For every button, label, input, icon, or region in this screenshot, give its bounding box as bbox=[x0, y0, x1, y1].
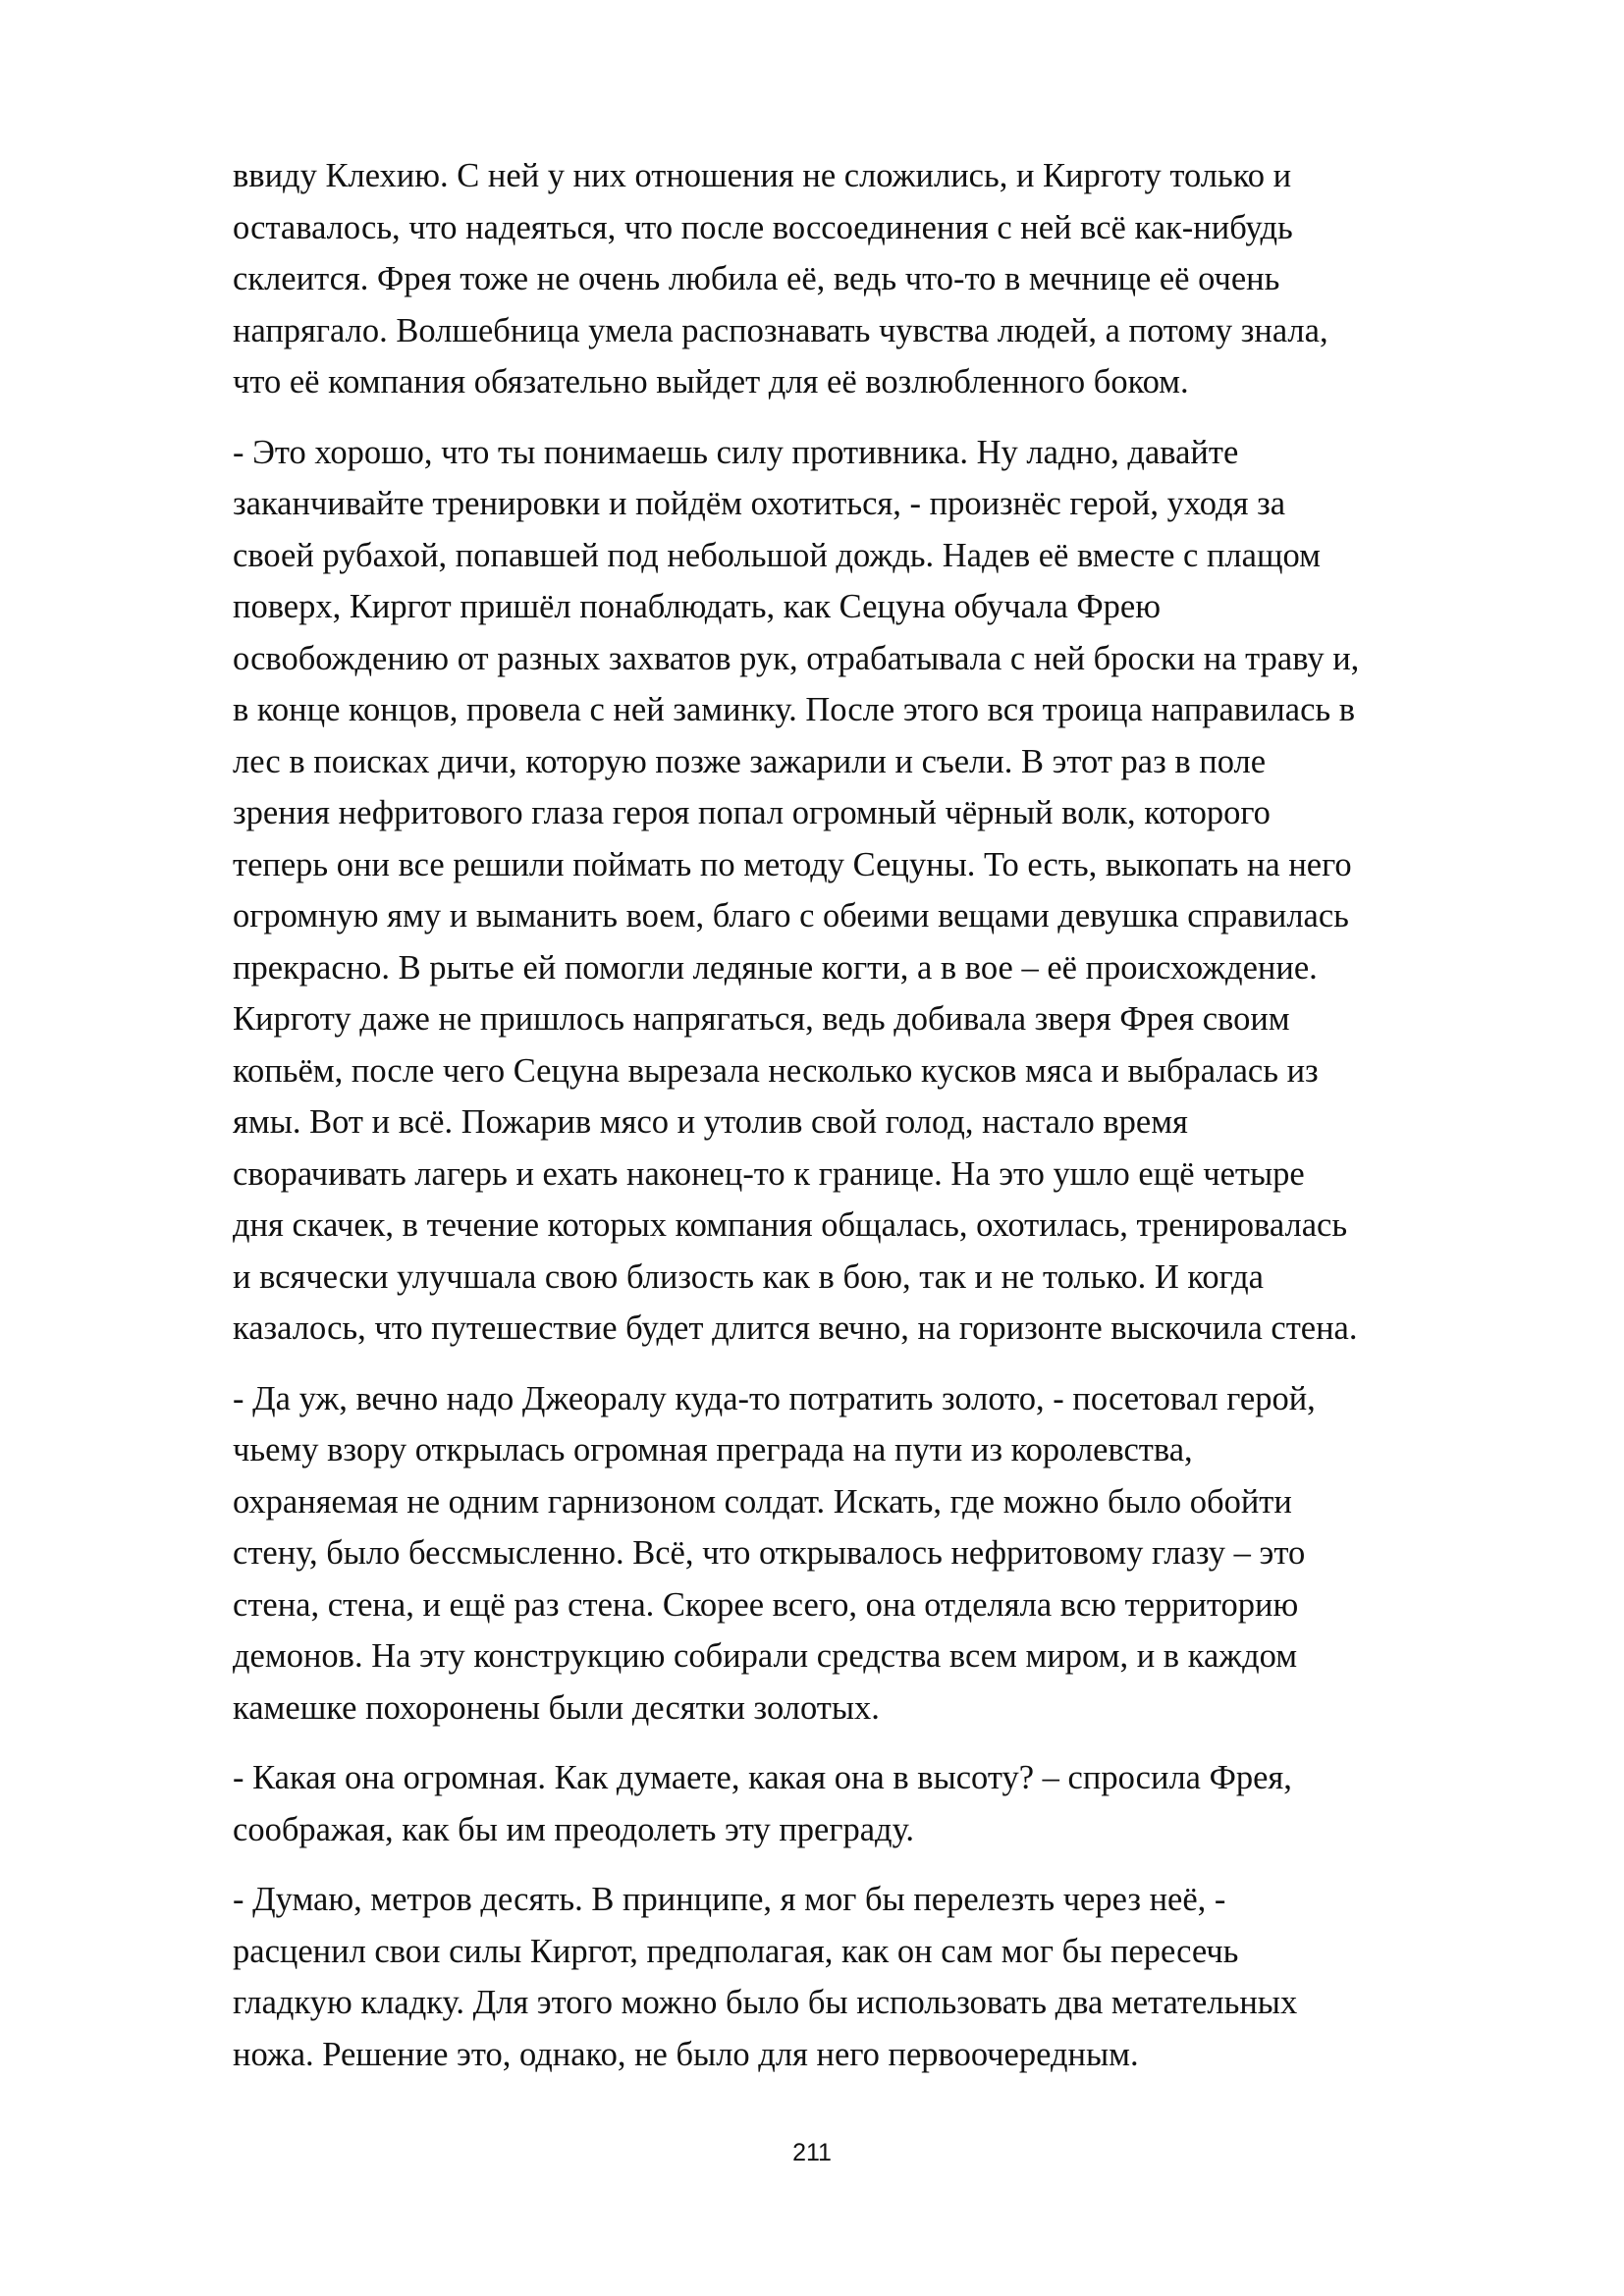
text-line: освобождению от разных захватов рук, отрабатывала с ней броски на траву и, bbox=[233, 639, 1360, 677]
text-line: что её компания обязательно выйдет для её возлюбленного боком. bbox=[233, 363, 1189, 400]
text-line: казалось, что путешествие будет длится вечно, на горизонте выскочила стена. bbox=[233, 1309, 1358, 1347]
page-number: 211 bbox=[792, 2139, 832, 2166]
text-line: в конце концов, провела с ней заминку. После этого вся троица направилась в bbox=[233, 691, 1356, 728]
text-line: и всячески улучшала свою близость как в бою, так и не только. И когда bbox=[233, 1257, 1264, 1296]
text-line: сворачивать лагерь и ехать наконец-то к границе. На это ушло ещё четыре bbox=[233, 1154, 1305, 1193]
text-line: гладкую кладку. Для этого можно было бы использовать два метательных bbox=[233, 1984, 1298, 2021]
text-line: стена, стена, и ещё раз стена. Скорее всего, она отделяла всю территорию bbox=[233, 1585, 1299, 1624]
text-line: расценил свои силы Киргот, предполагая, как он сам мог бы пересечь bbox=[233, 1932, 1239, 1970]
text-line: напрягало. Волшебница умела распознавать чувства людей, а потому знала, bbox=[233, 311, 1328, 349]
text-line: камешке похоронены были десятки золотых. bbox=[233, 1688, 880, 1727]
paragraph bbox=[233, 150, 1568, 408]
text-line: стену, было бессмысленно. Всё, что открывалось нефритовому глазу – это bbox=[233, 1534, 1306, 1572]
text-line: зрения нефритового глаза героя попал огромный чёрный волк, которого bbox=[233, 794, 1271, 831]
text-line: охраняемая не одним гарнизоном солдат. Искать, где можно было обойти bbox=[233, 1482, 1292, 1521]
text-line: ямы. Вот и всё. Пожарив мясо и утолив свой голод, настало время bbox=[233, 1103, 1188, 1141]
text-line: соображая, как бы им преодолеть эту преграду. bbox=[233, 1810, 915, 1848]
paragraph bbox=[233, 1752, 1568, 1855]
text-line: прекрасно. В рытье ей помогли ледяные когти, а в вое – её происхождение. bbox=[233, 948, 1318, 987]
text-line: - Это хорошо, что ты понимаешь силу противника. Ну ладно, давайте bbox=[233, 433, 1239, 471]
text-line: теперь они все решили поймать по методу Сецуны. То есть, выкопать на него bbox=[233, 845, 1352, 883]
text-line: ввиду Клехию. С ней у них отношения не сложились, и Кирготу только и bbox=[233, 157, 1292, 194]
text-line: заканчивайте тренировки и пойдём охотиться, - произнёс герой, уходя за bbox=[233, 485, 1286, 522]
paragraph bbox=[233, 427, 1568, 1355]
text-line: своей рубахой, попавшей под небольшой дождь. Надев её вместе с плащом bbox=[233, 536, 1321, 574]
body-text bbox=[233, 150, 1568, 2099]
text-line: оставалось, что надеяться, что после воссоединения с ней всё как-нибудь bbox=[233, 208, 1293, 246]
text-line: склеится. Фрея тоже не очень любила её, ведь что-то в мечнице её очень bbox=[233, 260, 1280, 297]
text-line: - Да уж, вечно надо Джеоралу куда-то потратить золото, - посетовал герой, bbox=[233, 1379, 1316, 1417]
paragraph bbox=[233, 1874, 1568, 2080]
text-line: огромную яму и выманить воем, благо с обеими вещами девушка справилась bbox=[233, 897, 1349, 934]
text-line: демонов. На эту конструкцию собирали средства всем миром, и в каждом bbox=[233, 1637, 1298, 1675]
text-line: чьему взору открылась огромная преграда на пути из королевства, bbox=[233, 1431, 1193, 1468]
paragraph bbox=[233, 1373, 1568, 1735]
text-line: ножа. Решение это, однако, не было для него первоочередным. bbox=[233, 2035, 1139, 2073]
text-line: Кирготу даже не пришлось напрягаться, ведь добивала зверя Фрея своим bbox=[233, 1000, 1290, 1038]
text-line: - Думаю, метров десять. В принципе, я мог бы перелезть через неё, - bbox=[233, 1881, 1226, 1918]
text-line: поверх, Киргот пришёл понаблюдать, как Сецуна обучала Фрею bbox=[233, 588, 1161, 625]
text-line: - Какая она огромная. Как думаете, какая она в высоту? – спросила Фрея, bbox=[233, 1759, 1292, 1796]
text-line: лес в поисках дичи, которую позже зажарили и съели. В этот раз в поле bbox=[233, 742, 1267, 780]
text-line: дня скачек, в течение которых компания общалась, охотилась, тренировалась bbox=[233, 1206, 1348, 1244]
text-line: копьём, после чего Сецуна вырезала несколько кусков мяса и выбралась из bbox=[233, 1051, 1319, 1090]
